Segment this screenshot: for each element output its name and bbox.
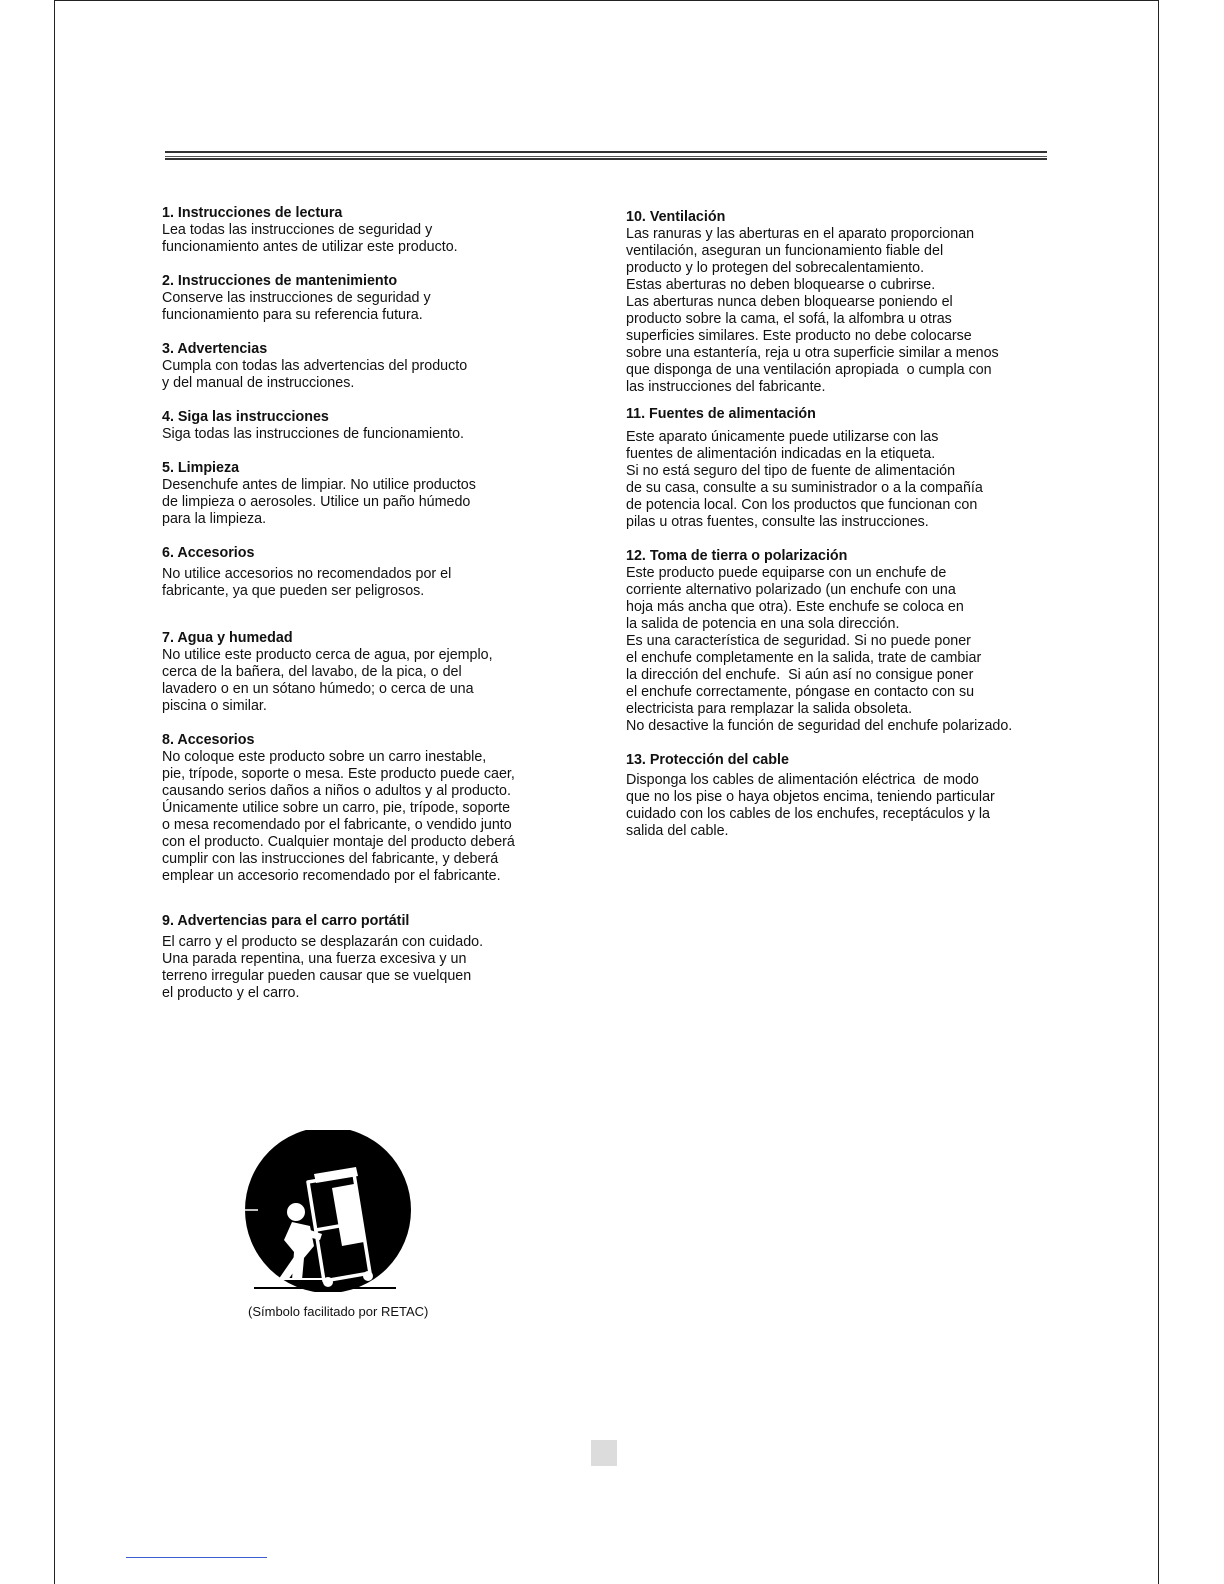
section-title: 3. Advertencias xyxy=(162,341,268,357)
section-body: Este producto puede equiparse con un enchufe de corriente alternativo polarizado (un enchufe con una hoja más ancha que otra). Este enchufe se coloca en la salida de potencia en una sola dirección. Es una característica de seguridad. Si no puede poner el enchufe completamente en la salida, trate de cambiar la dirección del enchufe. Si aún así no consigue poner el enchufe correctamente, póngase en contacto con su electricista para remplazar la salida obsoleta. No desactive la función de seguridad del enchufe polarizado. xyxy=(626,565,1013,734)
section-6 xyxy=(162,545,542,600)
page-number-box xyxy=(591,1440,617,1466)
section-body: El carro y el producto se desplazarán con cuidado. Una parada repentina, una fuerza excesiva y un terreno irregular pueden causar que se vuelquen el producto y el carro. xyxy=(162,934,484,1001)
section-body: Las ranuras y las aberturas en el aparato proporcionan ventilación, aseguran un funcionamiento fiable del producto y lo protegen del sobrecalentamiento. Estas aberturas no deben bloquearse o cubrirse. Las aberturas nunca deben bloquearse poniendo el producto sobre la cama, el sofá, la alfombra u otras superficies similares. Este producto no debe colocarse sobre una estantería, reja u otra superficie similar a menos que disponga de una ventilación apropiada o cumpla con las instrucciones del fabricante. xyxy=(626,226,999,395)
section-title: 10. Ventilación xyxy=(626,209,726,225)
section-title: 12. Toma de tierra o polarización xyxy=(626,548,848,564)
section-body: Cumpla con todas las advertencias del producto y del manual de instrucciones. xyxy=(162,358,468,391)
left-column xyxy=(162,205,542,1002)
section-8 xyxy=(162,732,542,885)
section-body: Disponga los cables de alimentación eléctrica de modo que no los pise o haya objetos encima, teniendo particular cuidado con los cables de los enchufes, receptáculos y la salida del cable. xyxy=(626,772,995,839)
right-column xyxy=(626,209,1036,840)
section-body: Este aparato únicamente puede utilizarse con las fuentes de alimentación indicadas en la etiqueta. Si no está seguro del tipo de fuente de alimentación de su casa, consulte a su suministrador o a la compañía de potencia local. Con los productos que funcionan con pilas u otras fuentes, consulte las instrucciones. xyxy=(626,429,983,530)
cart-tip-over-warning-icon xyxy=(244,1130,414,1292)
section-2 xyxy=(162,273,542,324)
footer-line xyxy=(126,1557,267,1558)
section-title: 1. Instrucciones de lectura xyxy=(162,205,343,221)
section-3 xyxy=(162,341,542,392)
section-body: Desenchufe antes de limpiar. No utilice productos de limpieza o aerosoles. Utilice un paño húmedo para la limpieza. xyxy=(162,477,476,527)
section-13 xyxy=(626,752,1036,840)
section-title: 7. Agua y humedad xyxy=(162,630,293,646)
section-4 xyxy=(162,409,542,443)
section-title: 8. Accesorios xyxy=(162,732,255,748)
section-title: 13. Protección del cable xyxy=(626,752,789,768)
section-title: 6. Accesorios xyxy=(162,545,255,561)
section-11 xyxy=(626,406,1036,531)
section-title: 11. Fuentes de alimentación xyxy=(626,406,816,422)
section-7 xyxy=(162,630,542,715)
section-body: No coloque este producto sobre un carro inestable, pie, trípode, soporte o mesa. Este producto puede caer, causando serios daños a niños o adultos y al producto. Únicamente utilice sobre un carro, pie, trípode, soporte o mesa recomendado por el fabricante, o vendido junto con el producto. Cualquier montaje del producto deberá cumplir con las instrucciones del fabricante, y deberá emplear un accesorio recomendado por el fabricante. xyxy=(162,749,515,884)
section-1 xyxy=(162,205,542,256)
section-title: 5. Limpieza xyxy=(162,460,240,476)
section-title: 2. Instrucciones de mantenimiento xyxy=(162,273,398,289)
section-body: No utilice este producto cerca de agua, por ejemplo, cerca de la bañera, del lavabo, de la pica, o del lavadero o en un sótano húmedo; o cerca de una piscina o similar. xyxy=(162,647,493,714)
section-body: Conserve las instrucciones de seguridad y funcionamiento para su referencia futura. xyxy=(162,290,431,323)
section-body: Siga todas las instrucciones de funcionamiento. xyxy=(162,426,465,442)
symbol-caption: (Símbolo facilitado por RETAC) xyxy=(248,1304,429,1319)
section-title: 4. Siga las instrucciones xyxy=(162,409,329,425)
section-9 xyxy=(162,913,542,1002)
header-rule xyxy=(165,151,1047,160)
section-12 xyxy=(626,548,1036,735)
section-body: No utilice accesorios no recomendados por el fabricante, ya que pueden ser peligrosos. xyxy=(162,566,452,599)
section-5 xyxy=(162,460,542,528)
section-body: Lea todas las instrucciones de seguridad y funcionamiento antes de utilizar este producto. xyxy=(162,222,458,255)
section-10 xyxy=(626,209,1036,396)
section-title: 9. Advertencias para el carro portátil xyxy=(162,913,410,929)
